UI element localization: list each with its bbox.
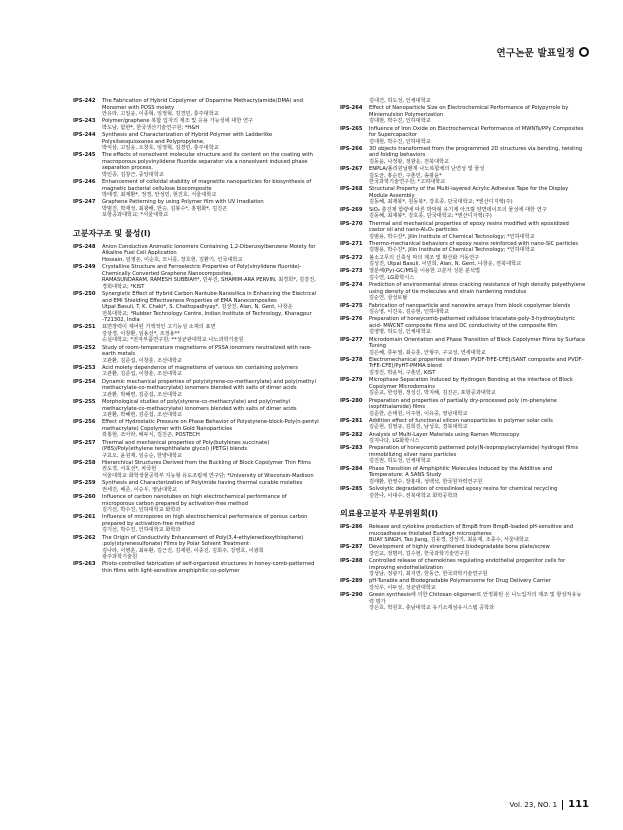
program-entry <box>340 166 586 186</box>
entry-title: Fabrication of nanoparticle and nanowire arrays from block copolymer blends <box>369 302 571 309</box>
entry-authors: 김동윤, 나정왕, 정광운, 전북대학교 <box>369 158 450 165</box>
entry-body <box>102 345 319 365</box>
program-entry <box>73 379 319 399</box>
program-entry <box>340 255 586 268</box>
entry-title: Synergistic Effect of Hybrid Carbon Nantube-Nanosilica in Enhancing the Electrical and EMI Shielding Effectiveness Properties of EMA Nanocomposites <box>102 291 317 304</box>
entry-authors: 김동혜, 최재봉*, 강호종, 단국대학교; *엔산디지렉(주) <box>369 213 492 220</box>
entry-id: IPS-286 <box>340 524 363 531</box>
entry-body <box>102 514 319 534</box>
program-entry <box>340 337 586 357</box>
entry-id: IPS-261 <box>73 514 96 521</box>
entry-authors: 김준교, 한성현, 정성신, 박지혜, 김진곤, 포항공과대학교 <box>369 390 496 397</box>
program-entry <box>73 199 319 219</box>
entry-body <box>102 561 319 574</box>
right-entries-bottom <box>340 524 586 612</box>
entry-title: pH-Tunable and Biodegradable Polymersome for Drug Delivery Carrier <box>369 578 551 585</box>
entry-body <box>369 282 586 302</box>
entry-title: Polymer/graphene 복합 입자의 제조 및 응용 가능성에 대한 연구 <box>102 118 254 125</box>
entry-id: IPS-282 <box>340 431 363 438</box>
entry-authors: 강성남, 정광기, 최지연, 한동근, 한국과학기술연구원 <box>369 571 488 578</box>
entry-authors: 강상경, 이창환, 임용선*, 조정용** <box>102 330 180 337</box>
program-entry <box>73 399 319 419</box>
entry-id: IPS-262 <box>73 534 96 541</box>
entry-authors: RAMASUNDARAM, RAMESH SUBBIAH*, 민두진, SHAMIM-ARA PERVIN, 최경희*, 김강진, <box>102 277 316 284</box>
entry-body <box>369 418 586 431</box>
entry-title: Synthesis and Characterization of Hybrid Polymer with Ladderlike Polysilsesquioxanes and Polypropylene, <box>102 132 273 145</box>
program-entry <box>340 126 586 146</box>
entry-authors: 김준현, 김영규, 김희진, 남성호, 경북대학교 <box>369 424 468 431</box>
entry-body <box>369 207 586 220</box>
entry-body <box>102 480 319 493</box>
entry-authors: 박민종, 김창근, 중앙대학교 <box>102 171 164 178</box>
entry-affiliation: 포항공과대학교; *서울대학교 <box>102 212 169 219</box>
entry-id: IPS-245 <box>73 152 96 159</box>
entry-authors: 박태경, 최재환*, 정경, 안성민, 현진호, 서울대학교 <box>102 192 217 199</box>
entry-authors: 박범진, 박재성, 최광해, 한승, 김봉수*, 홍범화*, 김진곤 <box>102 205 228 212</box>
entry-title: ENPLA/폴리원닐렌계 나노복합체의 난연성 및 물성 <box>369 166 485 173</box>
program-entry <box>73 324 319 344</box>
entry-id: IPS-289 <box>340 578 363 585</box>
program-entry <box>340 466 586 486</box>
entry-id: IPS-290 <box>340 592 363 599</box>
entry-body <box>102 179 319 199</box>
entry-authors: 김대현, 박수진, 인하대학교 <box>369 138 431 145</box>
entry-id: IPS-251 <box>73 324 96 331</box>
entry-id: IPS-277 <box>340 336 363 343</box>
entry-body <box>369 592 586 612</box>
entry-authors: 강은호, 박원호, 충남대학교 유기소재섬유시스템 공학과 <box>369 605 495 612</box>
entry-authors: 김기선, 박수진, 인하대학교 화학과 <box>102 507 181 514</box>
entry-title: Green synthesis에 의한 Chitosan oligomer로 안정화된 은 나노입자의 제조 및 항상처유능력 평가 <box>369 592 582 605</box>
entry-affiliation: 승실대학교; *전자부품연구원; **성균관대학교 나노과학기술원 <box>102 337 244 344</box>
entry-id: IPS-268 <box>340 186 363 193</box>
entry-authors: 김영명, 허도성, 인체대학교 <box>369 329 431 336</box>
entry-body <box>369 303 586 316</box>
entry-body <box>102 399 319 419</box>
entry-title: Effect of Nanoparticle Size on Electrochemical Performance of Polypyrrole by Miniemulsion Polymerization <box>369 105 569 118</box>
entry-title: 열분해(Py)-GC/MS를 이용한 고분자 성분 분석법 <box>369 268 481 275</box>
entry-authors: Hossain, 임영돈, 이순호, 모니를, 장호현, 김환기, 인국대학교 <box>102 256 243 263</box>
entry-authors: 김범용, 박수진*, Jilin Institute of Chemical Technology; *인하대학교 <box>369 247 535 254</box>
entry-title: Preparation and properties of partially dry-processed poly (m-phenylene isophthalamide) films <box>369 397 557 411</box>
program-entry <box>73 561 319 574</box>
program-entry <box>73 535 319 561</box>
entry-title: 불소고무의 신축성 막의 제조 및 확산화 거동연구 <box>369 254 480 261</box>
entry-id: IPS-255 <box>73 399 96 406</box>
program-entry <box>340 558 586 578</box>
entry-body <box>102 98 319 118</box>
program-entry <box>73 440 319 460</box>
entry-title: Analysis of Multi-Layer Materials using Raman Microscopy <box>369 431 520 438</box>
entry-id: IPS-250 <box>73 291 96 298</box>
entry-authors: 김승영, 이진욱, 김승현, 인하대학교 <box>369 309 450 316</box>
entry-authors: 구효오, 윤원재, 임승순, 한양대학교 <box>102 452 183 459</box>
entry-body <box>369 166 586 186</box>
program-entry <box>73 244 319 264</box>
program-entry <box>340 303 586 316</box>
entry-body <box>369 558 586 578</box>
entry-title: Microphase Separation Induced by Hydrogen Bonding at the interface of Block Copolymer Microdomains <box>369 377 573 390</box>
entry-title: Enhancement of colloidal stability of magnetite nanoparticles for biosynthesis of magnetic bacterial cellulose biocomposite <box>102 179 312 192</box>
entry-title: Graphene Patterning by using Polymer film with UV Irradiation <box>102 199 264 206</box>
entry-id: IPS-254 <box>73 378 96 385</box>
volume-info: Vol. 23, NO. 1 <box>509 800 558 809</box>
entry-body <box>369 221 586 241</box>
entry-affiliation: 광주과학기술원 <box>102 554 138 561</box>
program-entry <box>73 118 319 131</box>
entry-id: IPS-243 <box>73 118 96 125</box>
entry-authors: 김수연, LG화학시스 <box>369 274 415 281</box>
entry-body <box>102 494 319 514</box>
entry-title: Preparation of honeycomb patterned poly(N-isopropylacrylamide) hydrogel films immobilizing silver nano particles <box>369 445 579 458</box>
program-entry <box>340 221 586 241</box>
entry-body <box>369 316 586 336</box>
entry-body <box>369 357 586 377</box>
entry-authors: 권도경, 서효선*, 차국헌 <box>102 466 157 473</box>
entry-title: Acid moiety dependence of magnetisms of various ion containing polymers <box>102 364 299 371</box>
program-entry <box>73 480 319 493</box>
program-entry <box>340 268 586 281</box>
entry-title: Release and cytokine production of BmpB from BmpB-loaded pH-sensitive and mucoadhesive thiolated Eudragit microspheres <box>369 524 574 537</box>
entry-authors: BUAY SINGH, Tao Jiang, 김유경, 강상기, 최윤재, 조종수, 서울대학교 <box>369 537 529 544</box>
entry-id: IPS-264 <box>340 105 363 112</box>
entry-title: Microdomain Orientation and Phase Transition of Block Copolymer Films by Surface Tuning <box>369 336 586 350</box>
program-entry <box>340 282 586 302</box>
entry-body <box>369 146 586 166</box>
program-entry <box>340 207 586 220</box>
program-entry <box>340 241 586 254</box>
entry-body <box>369 268 586 281</box>
entry-title: Thermal and mechanical properties of epoxy resins modified with epoxidized castor oil and nano-Al₂O₃ particles <box>369 220 569 234</box>
entry-body <box>369 466 586 486</box>
entry-body <box>102 264 319 290</box>
left-entries-bottom <box>73 244 319 574</box>
page-footer <box>509 799 589 810</box>
entry-id: IPS-288 <box>340 558 363 565</box>
program-entry <box>340 578 586 591</box>
entry-body <box>102 118 319 131</box>
program-entry <box>73 98 319 118</box>
entry-id: IPS-248 <box>73 243 96 250</box>
entry-id: IPS-274 <box>340 282 363 289</box>
entry-body <box>102 365 319 378</box>
entry-body <box>102 379 319 399</box>
entry-body <box>102 132 319 152</box>
program-entry <box>73 152 319 178</box>
entry-title: Phase Transition of Amphiphilic Molecules Induced by the Additive and Temperature: A SANS Study <box>369 465 553 479</box>
program-entry <box>340 592 586 612</box>
entry-title: The Fabrication of Hybrid Copolymer of Dopamine Methacrylamide(DMA) and Monomer with POSS moiety <box>102 98 303 111</box>
entry-title: 3D objects transformed from the programmed 2D structures via bending, twisting and folding behaviors <box>369 145 583 159</box>
entry-authors: 김성진, Utpal Basuli, 이민희, Alan, N. Gent, 나창운, 전북대학교 <box>369 261 522 268</box>
entry-body <box>369 432 586 445</box>
program-entry <box>73 419 319 439</box>
program-entry <box>73 132 319 152</box>
entry-title: Prediction of environmental stress cracking resistance of high density polyethylene using density of tie molecules and strain hardening modulus <box>369 282 586 295</box>
entry-title: Electromechanical properties of drawn PVDF-TrFE-CFE)/SANT composite and PVDF-TrFE-CFE)/PyHT-PMMA blend <box>369 356 584 370</box>
program-entry <box>73 460 319 480</box>
entry-body <box>369 398 586 418</box>
program-entry <box>340 544 586 557</box>
program-entry <box>340 418 586 431</box>
entry-authors: 안유라, 고일웅, 이종혁, 임정혁, 김경민, 충주대학교 <box>102 111 219 117</box>
program-entry <box>340 398 586 418</box>
program-entry <box>340 377 586 397</box>
program-entry <box>73 345 319 365</box>
entry-id: IPS-252 <box>73 344 96 351</box>
program-entry <box>340 186 586 206</box>
circle-bullet-icon <box>579 47 589 57</box>
entry-title: Study of room-temperature magnetisms of PSSA ionomers neutralized with rare-earth metals <box>102 344 312 358</box>
entry-title: 표면장력이 제어된 기액적인 고기능성 소재의 표면 <box>102 324 216 331</box>
entry-authors: 강민교, 정명미, 김수현, 한국과학기술연구원 <box>369 550 470 557</box>
entry-body <box>369 445 586 465</box>
entry-id: IPS-247 <box>73 199 96 206</box>
program-entry <box>73 291 319 324</box>
entry-title: Addition effect of functional silicon nanoparticles in polymer solar cells <box>369 417 553 424</box>
entry-title: Development of highly strengthened biodegradable bone plate/screw <box>369 544 550 551</box>
entry-id: IPS-267 <box>340 166 363 173</box>
entry-body <box>369 578 586 591</box>
entry-id: IPS-272 <box>340 254 363 261</box>
program-entry <box>340 445 586 465</box>
entry-title: Photo-controlled fabrication of self-organized structures in honey-comb-patterned thin films with light-sensitive amphiphilic co-polymer <box>102 561 315 574</box>
entry-title: Solvolytic degradation of crosslinked epoxy resins for chemical recycling <box>369 486 558 493</box>
entry-id: IPS-253 <box>73 364 96 371</box>
entry-id: IPS-273 <box>340 268 363 275</box>
entry-id: IPS-280 <box>340 397 363 404</box>
entry-id: IPS-259 <box>73 480 96 487</box>
entry-authors: 김한나, 이대수, 전북대학교 화학공학과 <box>369 492 458 499</box>
entry-id: IPS-276 <box>340 316 363 323</box>
entry-id: IPS-269 <box>340 206 363 213</box>
entry-title: Thermo-mechanical behaviors of epoxy resins reinforced with nano-SiC particles <box>369 240 579 247</box>
entry-authors: Utpal Basuli, T. K. Chaki*, S. Chattopadhyay*, 김상진, Alan, N. Gent, 나창운 <box>102 304 293 311</box>
entry-id: IPS-263 <box>73 561 96 568</box>
program-entry <box>73 264 319 290</box>
entry-title: Crystalline Structure and Ferroelectric Properties of Poly(vinylidene fluoride)-Chemically Converted Graphene Nanocomposites, <box>102 264 302 277</box>
entry-authors: 곽홍현, 조아라, 배두식, 김진곤, POSTECH <box>102 432 200 439</box>
entry-title: Influence of carbon nanotubes on high electrochemical performance of microporous carbon prepared by activation-free method <box>102 494 287 507</box>
section-title-medical: 의료용고분자 부문위원회(I) <box>340 509 439 519</box>
entry-title: Hierarchical Structures Derived from the Buckling of Block Copolymer Thin Films <box>102 459 311 466</box>
entry-authors: 김동혜, 최재봉*, 원동복*, 강호종, 단국대학교; *엔산디지렉(주) <box>369 199 513 206</box>
entry-id: IPS-281 <box>340 417 363 424</box>
entry-body <box>369 337 586 357</box>
entry-body <box>102 419 319 439</box>
entry-title: Morphological studies of poly(styrene-co-methacrylate) and poly(methyl methacrylate-co-methacrylate) ionomers blended with salts of dimer acids <box>102 399 297 412</box>
entry-body <box>102 291 319 324</box>
entry-affiliation: 한국과학기술연구원; *고려대학교 <box>369 179 446 186</box>
entry-body <box>369 105 586 125</box>
entry-title: Thermal and mechanical properties of Poly(butylenes succinate) (PBS)/Poly(ethylene terephthalate glycol) (PETG) blends <box>102 439 270 453</box>
program-entry <box>73 494 319 514</box>
entry-affiliation: 전북대학교; *Rubber Technology Centre, Indian Institute of Technology, Kharagpur -721302, India <box>102 310 312 324</box>
entry-id: IPS-275 <box>340 302 363 309</box>
entry-title: Preparation of honeycomb-patterned cellulose triacetate-poly-3-hydroxybutyric acid- MWCNT composite films and DC conductivity of the composite film <box>369 316 576 329</box>
left-column <box>73 98 319 575</box>
page-number: 111 <box>568 799 589 810</box>
entry-title: Dynamic mechanical properties of poly(styrene-co-methacrylate) and poly(methyl methacrylate-co-methacrylate) ionomers blended with salts of dimer acids <box>102 378 316 392</box>
program-entry <box>340 105 586 125</box>
entry-authors: 고관환, 김준섭, 이창훈, 조선대학교 <box>102 357 183 364</box>
header-title: 연구논문 발표일정 <box>496 48 575 59</box>
entry-id: IPS-287 <box>340 544 363 551</box>
entry-title: Effect of Hydrostatic Pressure on Phase Behavior of Polystyrene-block-Poly(n-pentyl methacrylate) Copolymer with Gold Nanoparticles <box>102 419 319 432</box>
entry-body <box>102 152 319 178</box>
page-header <box>496 45 589 59</box>
footer-divider <box>562 800 563 810</box>
program-entry <box>340 146 586 166</box>
entry-id: IPS-279 <box>340 377 363 384</box>
entry-authors: 김정진, 박윤억, 구춘민, KIST <box>369 369 436 376</box>
entry-authors: 김순연, 삼성토탈 <box>369 295 408 302</box>
program-entry <box>340 357 586 377</box>
entry-authors: 김지나다, LG화학시스 <box>369 438 420 445</box>
entry-title: The Origin of Conductivity Enhancement of Poly(3,4-ethylenedioxythiophene) :poly(styrenesulfonate) Films by Polar Solvent Treatment <box>102 534 304 548</box>
entry-id: IPS-284 <box>340 465 363 472</box>
entry-id: IPS-265 <box>340 125 363 132</box>
entry-title: Influence of Iron Oxide on Electrochemical Performance of MWNTs/PPy Composites for Supercapacitor <box>369 125 584 139</box>
entry-id: IPS-257 <box>73 439 96 446</box>
entry-title: Structural Property of the Multi-layered Acrylic Adhesive Tape for the Display Module Assembly <box>369 186 569 199</box>
entry-body <box>369 241 586 254</box>
entry-authors: 박익삼, 고일웅, 오창호, 임정혁, 김경민, 충주대학교 <box>102 145 219 152</box>
right-entries-top <box>340 105 586 499</box>
entry-authors: 권세진, 배준, 이승우, 영남대학교 <box>102 486 178 493</box>
entry-authors: 고관환, 박혜련, 김준섭, 조선대학교 <box>102 391 183 398</box>
right-column <box>340 98 586 613</box>
entry-id: IPS-266 <box>340 145 363 152</box>
entry-authors: 강석우, 이두성, 성균관대학교 <box>369 584 436 591</box>
program-entry <box>73 514 319 534</box>
entry-body <box>369 186 586 206</box>
entry-id: IPS-246 <box>73 179 96 186</box>
entry-id: IPS-258 <box>73 459 96 466</box>
program-entry <box>73 365 319 378</box>
entry-body <box>102 324 319 344</box>
program-entry <box>340 486 586 499</box>
entry-affiliation: 경희대학교; *KIST <box>102 283 145 290</box>
entry-affiliation: 서울대학교 화학생물공학부 지능형 유도조립체 연구단; *University of Wisconsin-Madison <box>102 472 314 479</box>
entry-title: SiO₂ 충진제 함량에 따른 박막형 유기제 아크릴 양면테이프의 물성에 대한 연구 <box>369 206 547 213</box>
entry-body <box>369 524 586 544</box>
entry-id: IPS-278 <box>340 356 363 363</box>
entry-authors: 김은혜, 류두열, 최승훈, 안형주, 구교성, 연세대학교 <box>369 349 486 356</box>
left-entries-top <box>73 98 319 219</box>
entry-id: IPS-271 <box>340 240 363 247</box>
entry-id: IPS-256 <box>73 419 96 426</box>
entry-title: The effects of nonsolvent molecular structure and its content on the coating with macroporous polyvinylidene fluoride separator via a nonsolvent induced phase separation process, <box>102 152 313 172</box>
entry-title: Controlled release of chemokines regulating endothelial progenitor cells for improving endothelialization <box>369 558 566 571</box>
entry-authors: 김도균, 홍순만, 구춘민, 송광윤* <box>369 172 442 179</box>
entry-authors: 김준한, 손태원, 이주현, 이유중, 영남대학교 <box>369 410 468 417</box>
entry-body <box>102 440 319 460</box>
entry-authors: 고관환, 김준섭, 이창훈, 조선대학교 <box>102 371 183 378</box>
entry-authors: 김나라, 이병훈, 최두환, 김근진, 김재현, 이종진, 김희주, 강영호, 이광희 <box>102 547 264 554</box>
entry-body <box>369 486 586 499</box>
entry-body <box>102 460 319 480</box>
section-title-structure: 고분자구조 및 물성(I) <box>73 228 151 238</box>
entry-continuation: 김대건, 허도성, 인체대학교 <box>369 98 431 104</box>
entry-body <box>369 377 586 397</box>
entry-id: IPS-260 <box>73 494 96 501</box>
entry-authors: 김태환, 한영수, 장홍대, 성백석, 한국원자력연구원 <box>369 478 483 485</box>
entry-title: Synthesis and Characterization of Polyimide having thermal curable moieties <box>102 480 303 487</box>
entry-authors: 김대현, 박수진, 인하대학교 <box>369 118 431 125</box>
entry-body <box>102 199 319 219</box>
entry-authors: 박도남, 함한*, 한국생산기술연구원; *H&H <box>102 124 200 131</box>
entry-id: IPS-283 <box>340 445 363 452</box>
entry-body <box>369 126 586 146</box>
entry-id: IPS-285 <box>340 486 363 493</box>
entry-id: IPS-249 <box>73 264 96 271</box>
program-entry <box>340 316 586 336</box>
entry-body <box>369 544 586 557</box>
entry-authors: 김범용, 박수진*, Jilin Institute of Chemical Technology; *인하대학교 <box>369 233 535 240</box>
entry-authors: 김진권, 허도성, 인체대학교 <box>369 458 431 465</box>
program-entry <box>340 524 586 544</box>
entry-body <box>102 535 319 561</box>
entry-title: Anion Conductive Aromatic Ionomers Containing 1,2-Dibenzoylbenzene Moiety for Alkaline Fuel Cell Application <box>102 243 316 257</box>
entry-id: IPS-244 <box>73 132 96 139</box>
entry-body <box>102 244 319 264</box>
entry-title: Influence of micropores on high electrochemical performance of porous carbon prepared by activation-free method <box>102 514 308 527</box>
entry-id: IPS-270 <box>340 220 363 227</box>
entry-id: IPS-242 <box>73 98 96 104</box>
program-entry <box>340 432 586 445</box>
entry-authors: 김기선, 박수진, 인하대학교 화학과 <box>102 527 181 534</box>
program-entry <box>73 179 319 199</box>
entry-body <box>369 255 586 268</box>
entry-authors: 고관환, 박혜련, 김준섭, 조선대학교 <box>102 412 183 419</box>
